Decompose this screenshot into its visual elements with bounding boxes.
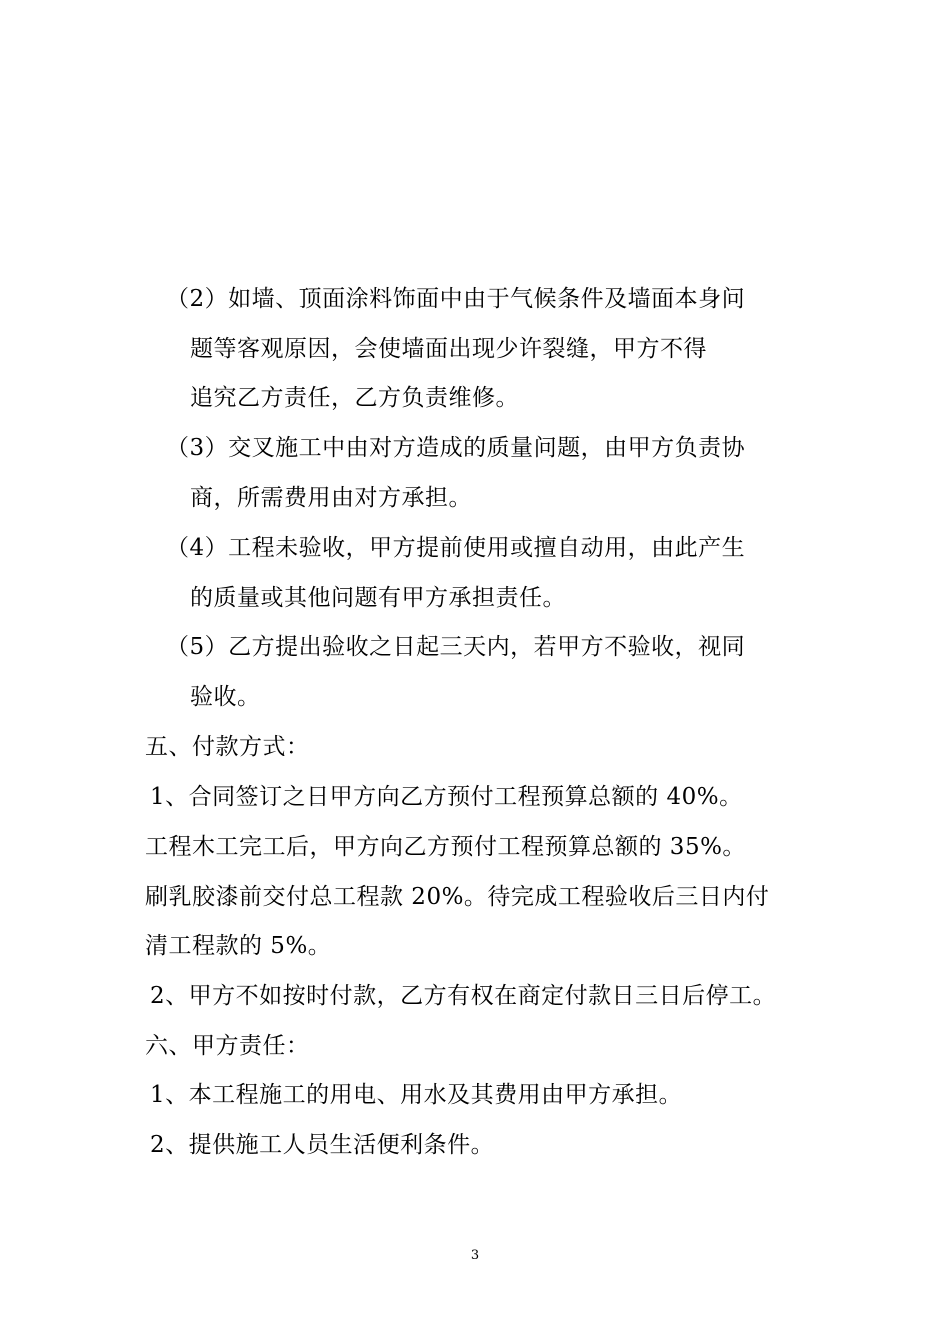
- item-2-line-2: 题等客观原因，会使墙面出现少许裂缝，甲方不得: [190, 336, 707, 362]
- page-number: 3: [470, 1248, 480, 1263]
- item-2-line-3: 追究乙方责任，乙方负责维修。: [190, 385, 519, 411]
- item-5-line-1: （5）乙方提出验收之日起三天内，若甲方不验收，视同: [166, 634, 746, 660]
- item-3-line-2: 商，所需费用由对方承担。: [190, 485, 472, 511]
- item-5-line-2: 验收。: [190, 684, 261, 710]
- section-5-line-5: 2、甲方不如按时付款，乙方有权在商定付款日三日后停工。: [150, 983, 777, 1009]
- item-4-line-2: 的质量或其他问题有甲方承担责任。: [190, 585, 566, 611]
- item-3-line-1: （3）交叉施工中由对方造成的质量问题，由甲方负责协: [166, 435, 746, 461]
- section-5-line-3: 刷乳胶漆前交付总工程款 20%。待完成工程验收后三日内付: [145, 884, 770, 910]
- section-6-line-1: 1、本工程施工的用电、用水及其费用由甲方承担。: [150, 1082, 683, 1108]
- item-4-line-1: （4）工程未验收，甲方提前使用或擅自动用，由此产生: [166, 535, 746, 561]
- section-6-line-2: 2、提供施工人员生活便利条件。: [150, 1132, 495, 1158]
- section-5-line-4: 清工程款的 5%。: [145, 933, 332, 959]
- section-5-line-1: 1、合同签订之日甲方向乙方预付工程预算总额的 40%。: [150, 784, 743, 810]
- section-5-line-2: 工程木工完工后，甲方向乙方预付工程预算总额的 35%。: [145, 834, 746, 860]
- section-6-heading: 六、甲方责任：: [145, 1033, 310, 1059]
- section-5-heading: 五、付款方式：: [145, 734, 310, 760]
- item-2-line-1: （2）如墙、顶面涂料饰面中由于气候条件及墙面本身问: [166, 286, 746, 312]
